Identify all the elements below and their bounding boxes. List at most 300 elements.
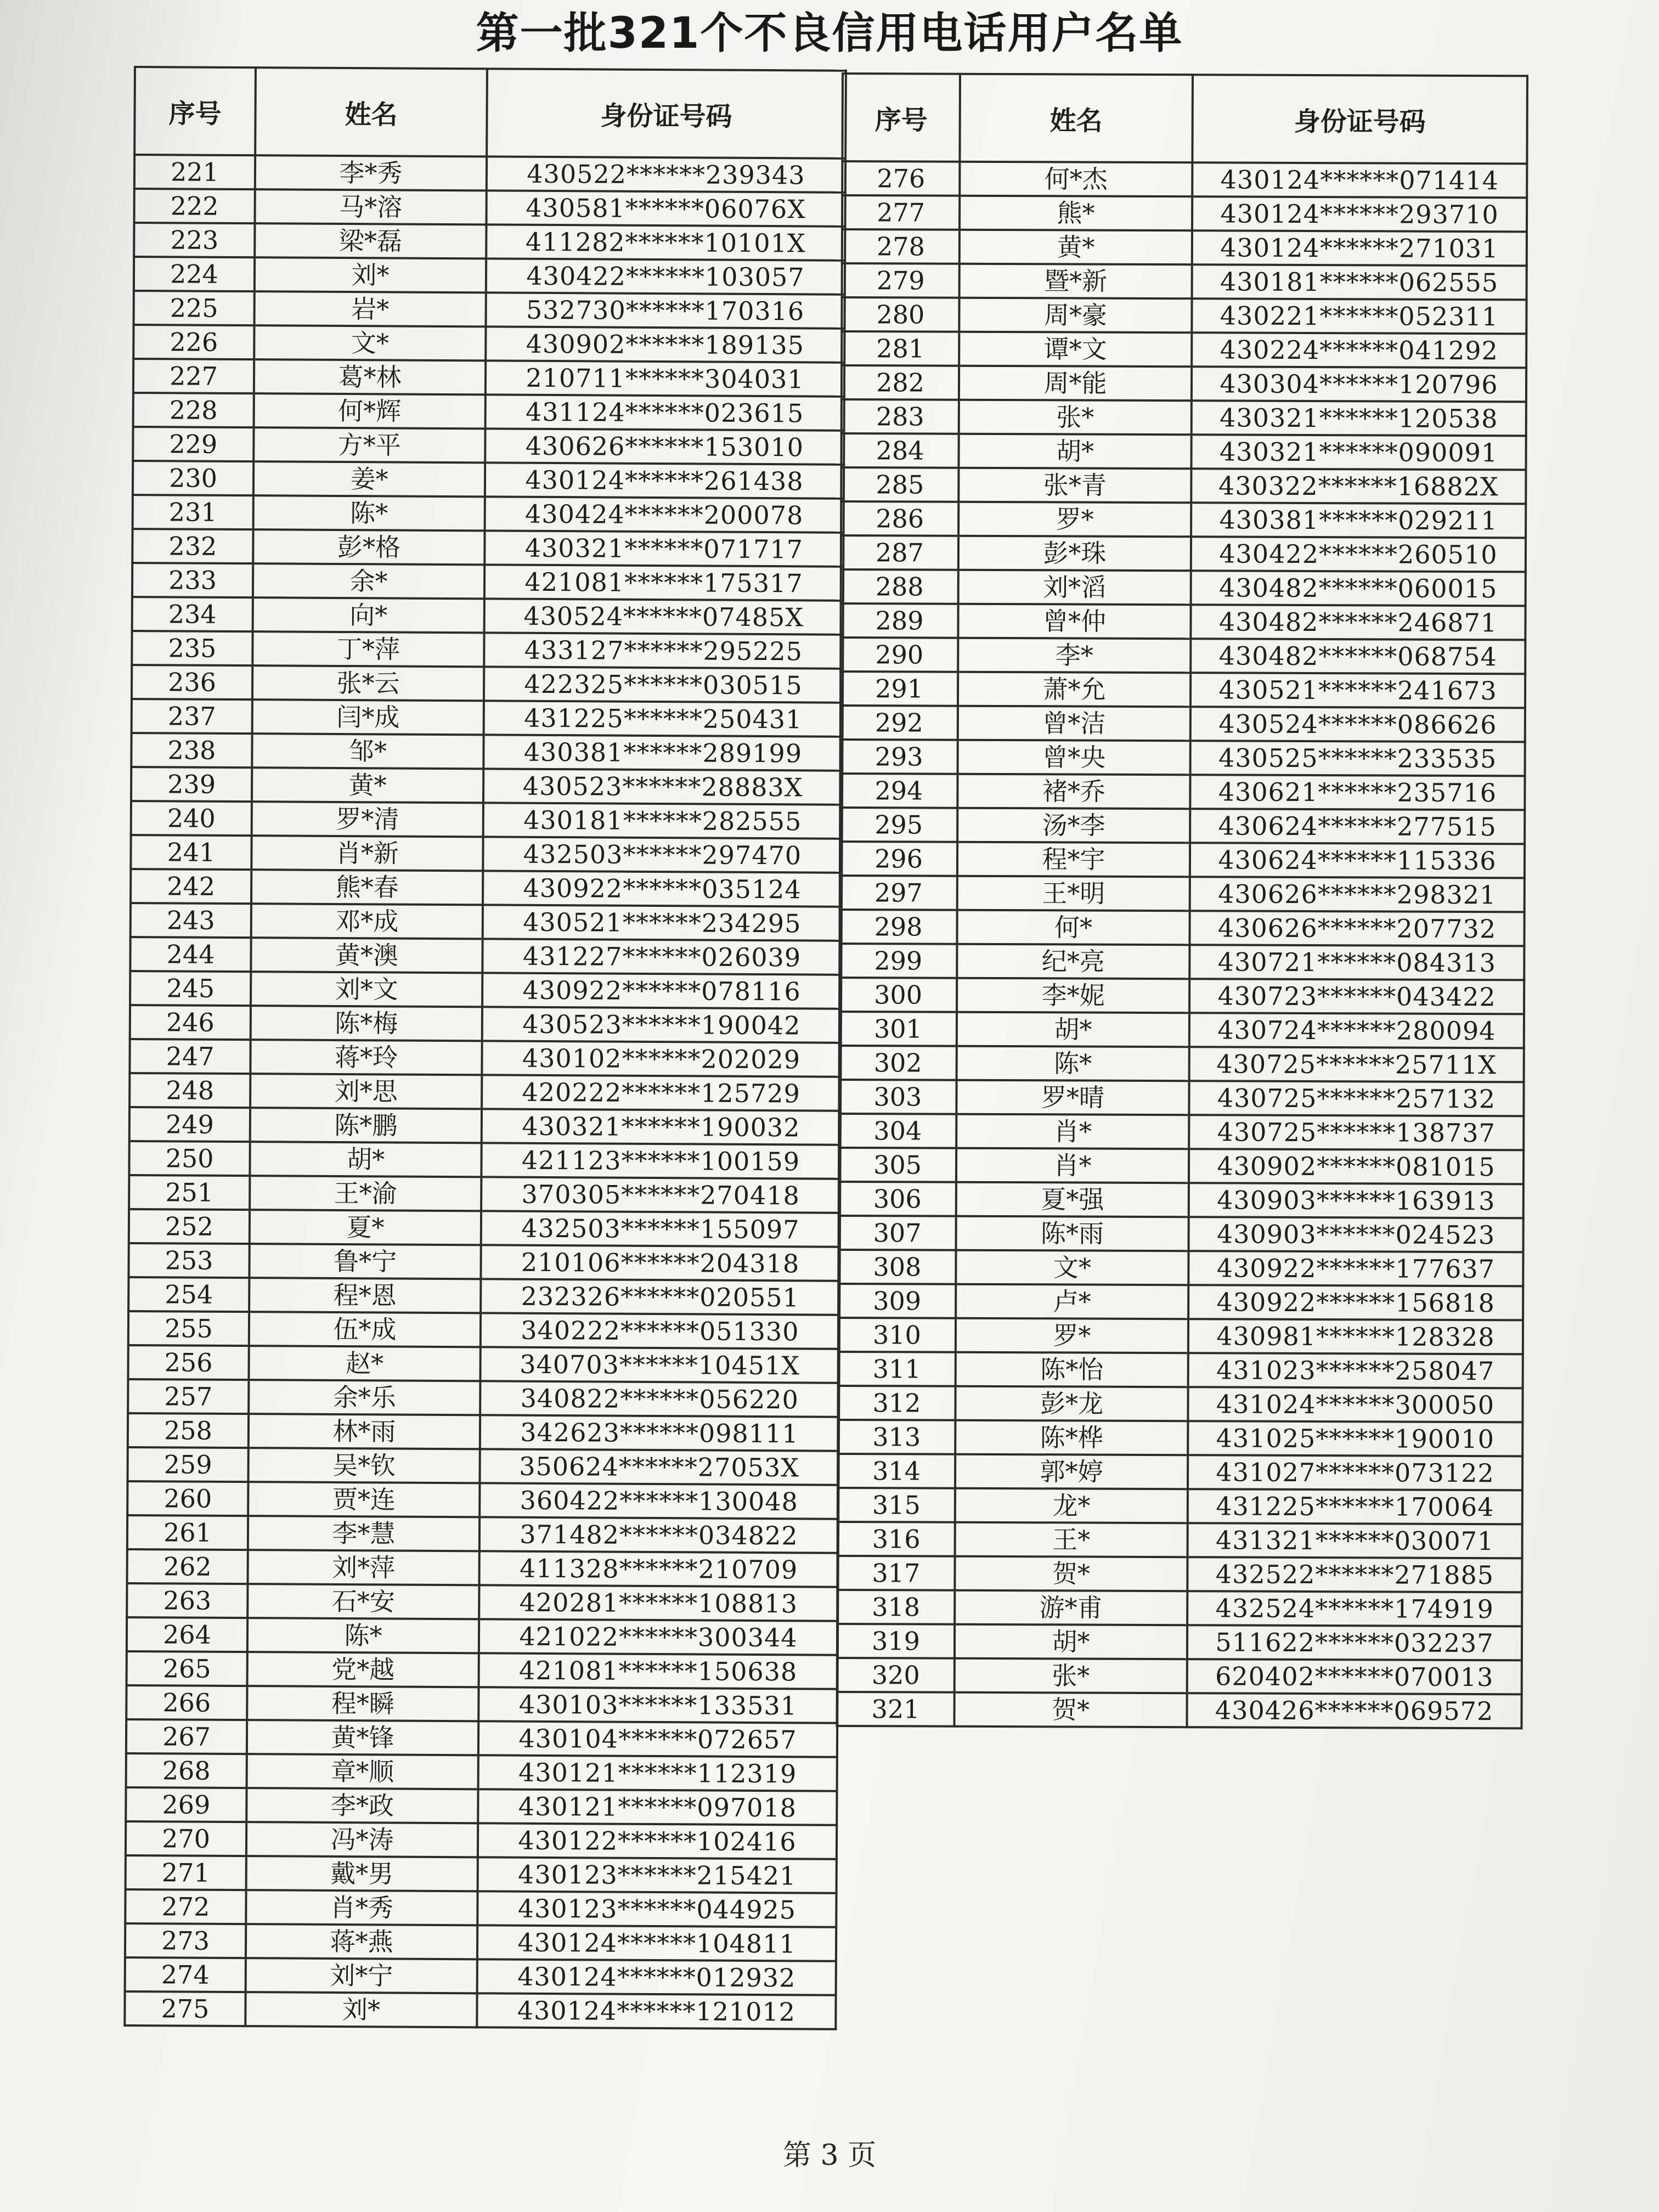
row-name: 萧*允 — [958, 672, 1190, 707]
table-row — [838, 1522, 1522, 1558]
row-id-number: 430922******078116 — [482, 973, 841, 1008]
table-row — [840, 808, 1525, 844]
row-name: 罗*晴 — [956, 1080, 1189, 1115]
row-id-number: 430724******280094 — [1189, 1013, 1524, 1048]
row-name: 王*渝 — [250, 1176, 481, 1211]
table-row — [131, 903, 842, 941]
table-row — [130, 937, 841, 975]
table-row — [129, 1039, 840, 1077]
row-id-number: 431124******023615 — [486, 394, 844, 430]
row-id-number: 430322******16882X — [1191, 469, 1526, 504]
table-row — [840, 603, 1525, 640]
row-serial: 252 — [129, 1209, 250, 1244]
row-id-number: 420281******108813 — [479, 1585, 838, 1621]
row-id-number: 620402******070013 — [1187, 1659, 1522, 1694]
table-row — [841, 535, 1526, 572]
row-id-number: 430121******097018 — [478, 1789, 837, 1825]
row-name: 彭*格 — [253, 529, 484, 565]
row-name: 肖*秀 — [246, 1890, 477, 1925]
row-id-number: 430102******202029 — [482, 1041, 840, 1076]
row-serial: 223 — [134, 223, 255, 257]
row-id-number: 340222******051330 — [481, 1313, 839, 1348]
table-row — [134, 189, 845, 227]
table-row — [841, 569, 1526, 606]
roster-table-left — [123, 66, 847, 2030]
row-name: 纪*亮 — [957, 944, 1189, 979]
row-serial: 236 — [132, 665, 252, 699]
row-serial: 249 — [129, 1107, 250, 1142]
row-name: 黄* — [252, 768, 483, 803]
row-serial: 316 — [838, 1522, 955, 1556]
row-id-number: 430725******138737 — [1189, 1115, 1523, 1150]
row-id-number: 430626******298321 — [1190, 877, 1525, 912]
row-id-number: 511622******032237 — [1187, 1625, 1522, 1660]
row-serial: 271 — [126, 1855, 246, 1890]
row-serial: 291 — [840, 672, 958, 706]
row-id-number: 350624******27053X — [479, 1449, 838, 1485]
row-name: 李*慧 — [248, 1516, 479, 1551]
row-name: 龙* — [955, 1488, 1188, 1523]
table-row — [840, 876, 1525, 912]
table-row — [129, 1175, 840, 1213]
row-serial: 225 — [134, 291, 255, 325]
table-row — [132, 631, 843, 669]
row-serial: 269 — [126, 1787, 246, 1822]
row-serial: 320 — [837, 1658, 955, 1692]
footer-suffix: 页 — [848, 2139, 877, 2172]
row-id-number: 430422******103057 — [486, 258, 845, 294]
row-name: 夏* — [250, 1210, 481, 1245]
table-row — [129, 1107, 840, 1145]
row-serial: 284 — [841, 433, 958, 468]
row-id-number: 430124******261438 — [485, 462, 844, 498]
row-id-number: 430482******068754 — [1190, 639, 1525, 674]
row-id-number: 430922******177637 — [1188, 1251, 1523, 1286]
table-row — [129, 1141, 840, 1179]
row-id-number: 432503******297470 — [483, 837, 842, 872]
row-id-number: 430902******081015 — [1189, 1149, 1523, 1184]
row-serial: 294 — [840, 774, 957, 808]
row-name: 岩* — [255, 291, 486, 326]
row-serial: 273 — [125, 1923, 246, 1958]
row-id-number: 431027******073122 — [1188, 1455, 1522, 1490]
table-row — [134, 223, 845, 261]
table-row — [130, 971, 841, 1009]
table-row — [133, 393, 844, 431]
row-serial: 277 — [842, 195, 960, 230]
row-name: 张*青 — [958, 468, 1191, 503]
row-name: 石*安 — [247, 1584, 479, 1619]
row-id-number: 430922******156818 — [1188, 1285, 1523, 1320]
row-id-number: 430523******190042 — [482, 1007, 841, 1042]
row-id-number: 430523******28883X — [483, 769, 842, 804]
table-row — [839, 1216, 1523, 1252]
row-name: 熊* — [960, 196, 1192, 230]
table-row — [837, 1556, 1522, 1592]
row-name: 何* — [957, 910, 1189, 945]
row-serial: 319 — [837, 1624, 955, 1658]
row-id-number: 432503******155097 — [481, 1211, 840, 1246]
table-row — [837, 1692, 1521, 1728]
row-id-number: 430426******069572 — [1187, 1693, 1521, 1728]
row-name: 文* — [956, 1250, 1188, 1285]
row-name: 贺* — [954, 1692, 1187, 1727]
table-row — [134, 155, 845, 193]
table-row — [131, 767, 842, 805]
table-row — [841, 501, 1526, 538]
row-serial: 262 — [127, 1549, 248, 1584]
header-name: 姓名 — [960, 74, 1193, 162]
row-id-number: 430624******115336 — [1190, 843, 1525, 878]
row-serial: 255 — [128, 1311, 249, 1346]
row-id-number: 210106******204318 — [481, 1245, 839, 1280]
row-name: 褚*乔 — [957, 774, 1190, 809]
row-serial: 295 — [840, 808, 957, 842]
row-name: 曾*洁 — [958, 706, 1190, 741]
row-name: 李*政 — [246, 1788, 478, 1823]
table-row — [840, 774, 1525, 810]
row-serial: 238 — [131, 733, 252, 768]
row-serial: 297 — [840, 876, 957, 910]
row-name: 闫*成 — [252, 699, 484, 735]
row-id-number: 430522******239343 — [487, 156, 845, 192]
row-id-number: 430521******234295 — [483, 905, 842, 940]
table-row — [842, 297, 1526, 334]
row-name: 胡* — [955, 1624, 1187, 1659]
row-name: 夏*强 — [956, 1182, 1189, 1217]
row-id-number: 430381******029211 — [1191, 503, 1526, 538]
row-serial: 261 — [127, 1515, 248, 1550]
row-id-number: 431225******170064 — [1188, 1489, 1522, 1524]
row-id-number: 430621******235716 — [1190, 775, 1525, 810]
row-serial: 314 — [838, 1454, 955, 1488]
row-id-number: 430482******246871 — [1190, 605, 1525, 640]
row-id-number: 431025******190010 — [1188, 1421, 1522, 1456]
row-id-number: 430124******293710 — [1192, 196, 1527, 232]
row-id-number: 431225******250431 — [484, 701, 843, 736]
row-serial: 263 — [127, 1583, 247, 1618]
table-row — [126, 1719, 837, 1757]
table-row — [126, 1855, 837, 1893]
row-name: 刘*萍 — [248, 1550, 479, 1585]
row-name: 葛*林 — [254, 359, 486, 394]
table-row — [128, 1243, 839, 1281]
table-row — [839, 1114, 1523, 1150]
table-row — [133, 495, 844, 533]
row-name: 曾*仲 — [958, 604, 1190, 639]
table-row — [125, 1991, 836, 2029]
row-name: 胡* — [957, 1012, 1189, 1047]
row-serial: 237 — [132, 699, 252, 733]
row-serial: 287 — [841, 535, 958, 570]
row-serial: 221 — [134, 155, 255, 189]
row-serial: 239 — [131, 767, 252, 802]
table-row — [125, 1957, 836, 1995]
row-name: 周*能 — [959, 366, 1192, 400]
table-row — [842, 161, 1527, 198]
row-serial: 276 — [842, 161, 960, 196]
row-serial: 299 — [839, 944, 957, 978]
row-id-number: 430224******041292 — [1192, 332, 1526, 368]
row-serial: 270 — [126, 1821, 246, 1856]
table-row — [128, 1379, 839, 1417]
row-serial: 227 — [133, 359, 254, 393]
table-row — [837, 1658, 1522, 1694]
row-name: 胡* — [958, 434, 1191, 469]
row-id-number: 342623******098111 — [480, 1415, 839, 1451]
row-name: 蒋*燕 — [246, 1924, 477, 1959]
table-row — [126, 1787, 837, 1825]
row-name: 刘*文 — [251, 972, 482, 1007]
row-serial: 292 — [840, 706, 958, 740]
table-row — [840, 637, 1525, 674]
row-serial: 248 — [129, 1073, 250, 1108]
row-serial: 307 — [839, 1216, 956, 1250]
table-row — [838, 1454, 1522, 1490]
row-name: 王* — [955, 1522, 1188, 1557]
row-id-number: 210711******304031 — [486, 360, 844, 396]
row-serial: 224 — [134, 257, 255, 291]
row-name: 林*雨 — [249, 1414, 480, 1449]
row-name: 汤*李 — [957, 808, 1190, 843]
row-name: 郭*婷 — [955, 1454, 1188, 1489]
table-row — [842, 195, 1527, 232]
roster-table-right — [836, 72, 1528, 1729]
row-serial: 243 — [131, 903, 251, 938]
row-id-number: 431024******300050 — [1188, 1387, 1522, 1422]
row-name: 王*明 — [957, 876, 1190, 911]
table-row — [842, 263, 1527, 300]
row-name: 姜* — [253, 461, 485, 496]
table-row — [840, 842, 1525, 878]
table-row — [132, 665, 843, 703]
table-row — [129, 1209, 840, 1247]
row-id-number: 430321******071717 — [484, 531, 843, 566]
row-id-number: 430903******024523 — [1189, 1217, 1523, 1252]
row-id-number: 430304******120796 — [1192, 366, 1526, 402]
row-serial: 260 — [127, 1481, 248, 1516]
table-row — [130, 1005, 841, 1043]
row-serial: 298 — [839, 910, 957, 944]
row-serial: 293 — [840, 740, 958, 774]
row-serial: 306 — [839, 1182, 956, 1216]
row-name: 陈* — [247, 1618, 479, 1653]
row-name: 陈* — [253, 495, 485, 531]
row-id-number: 430123******215421 — [478, 1857, 837, 1893]
row-id-number: 430626******207732 — [1189, 911, 1524, 946]
table-row — [125, 1923, 836, 1961]
row-id-number: 411282******10101X — [486, 224, 845, 260]
row-name: 熊*春 — [251, 870, 483, 905]
row-name: 程*宇 — [957, 842, 1190, 877]
row-serial: 246 — [130, 1005, 251, 1040]
row-name: 李*秀 — [255, 155, 487, 190]
row-serial: 266 — [126, 1685, 247, 1720]
row-name: 贾*连 — [248, 1482, 479, 1517]
row-serial: 259 — [127, 1447, 248, 1482]
row-name: 李* — [958, 638, 1190, 673]
page-title: 第一批321个不良信用电话用户名单 — [476, 9, 1183, 58]
row-id-number: 430122******102416 — [478, 1823, 837, 1859]
row-serial: 274 — [125, 1957, 246, 1992]
table-row — [127, 1549, 838, 1587]
row-serial: 230 — [133, 461, 253, 495]
row-serial: 305 — [839, 1148, 956, 1182]
header-id-number: 身份证号码 — [487, 69, 846, 158]
table-row — [842, 331, 1526, 368]
row-serial: 247 — [129, 1039, 250, 1074]
row-serial: 286 — [841, 501, 958, 536]
table-row — [842, 365, 1526, 402]
table-row — [839, 944, 1524, 980]
table-row — [126, 1821, 837, 1859]
row-name: 方*平 — [253, 427, 485, 462]
row-id-number: 430624******277515 — [1190, 809, 1525, 844]
row-serial: 285 — [841, 467, 958, 502]
row-serial: 318 — [837, 1590, 955, 1624]
table-row — [841, 467, 1526, 504]
table-row — [128, 1277, 839, 1315]
row-id-number: 430321******090091 — [1191, 435, 1526, 470]
row-serial: 280 — [842, 297, 959, 332]
row-id-number: 430124******012932 — [477, 1959, 836, 1995]
table-row — [839, 1182, 1523, 1218]
row-serial: 289 — [840, 603, 958, 638]
table-row — [133, 427, 844, 465]
row-id-number: 430381******289199 — [483, 735, 842, 770]
table-row — [839, 1080, 1523, 1116]
table-row — [838, 1420, 1522, 1456]
table-row — [126, 1753, 837, 1791]
row-id-number: 431321******030071 — [1188, 1523, 1522, 1558]
row-serial: 282 — [842, 365, 959, 400]
table-row — [132, 699, 843, 737]
table-row — [127, 1447, 838, 1485]
table-row — [841, 433, 1526, 470]
row-serial: 272 — [125, 1889, 246, 1924]
row-id-number: 430903******163913 — [1189, 1183, 1523, 1218]
row-name: 余*乐 — [249, 1380, 480, 1415]
table-row — [129, 1073, 840, 1111]
row-serial: 226 — [133, 325, 254, 359]
row-name: 刘* — [245, 1992, 477, 2027]
row-name: 文* — [254, 325, 486, 360]
row-serial: 231 — [133, 495, 253, 529]
row-serial: 312 — [838, 1386, 955, 1420]
table-row — [132, 597, 843, 635]
row-name: 戴*男 — [246, 1856, 478, 1891]
row-serial: 258 — [128, 1413, 249, 1448]
row-serial: 245 — [130, 971, 251, 1006]
row-name: 周*豪 — [959, 298, 1192, 332]
table-row — [133, 461, 844, 499]
row-id-number: 430424******200078 — [485, 496, 844, 532]
row-name: 丁*萍 — [252, 631, 484, 667]
row-name: 赵* — [249, 1346, 480, 1381]
row-id-number: 430524******086626 — [1190, 707, 1525, 742]
row-serial: 254 — [128, 1277, 249, 1312]
row-serial: 222 — [134, 189, 255, 223]
row-name: 向* — [253, 597, 484, 633]
row-id-number: 430123******044925 — [477, 1891, 836, 1927]
row-id-number: 421022******300344 — [479, 1619, 838, 1655]
table-row — [838, 1284, 1523, 1320]
table-row — [837, 1590, 1522, 1626]
row-serial: 313 — [838, 1420, 955, 1454]
page-footer — [0, 2132, 1659, 2173]
row-name: 彭*龙 — [955, 1386, 1188, 1421]
row-name: 张*云 — [252, 665, 484, 701]
row-name: 罗* — [956, 1318, 1188, 1353]
row-id-number: 370305******270418 — [481, 1177, 840, 1212]
row-name: 章*顺 — [247, 1754, 478, 1789]
row-name: 吴*钦 — [248, 1448, 479, 1483]
row-serial: 242 — [131, 869, 251, 904]
table-row — [127, 1481, 838, 1519]
table-row — [132, 563, 843, 601]
row-id-number: 430321******190032 — [482, 1109, 840, 1144]
row-serial: 228 — [133, 393, 254, 427]
row-name: 陈*桦 — [955, 1420, 1188, 1455]
table-row — [133, 325, 844, 363]
row-name: 陈*鹏 — [250, 1108, 482, 1143]
table-row — [839, 1012, 1524, 1048]
row-name: 刘*宁 — [246, 1958, 477, 1993]
row-serial: 304 — [839, 1114, 956, 1148]
header-serial: 序号 — [842, 74, 960, 162]
row-serial: 229 — [133, 427, 253, 461]
row-serial: 321 — [837, 1692, 954, 1726]
table-row — [131, 869, 842, 907]
row-id-number: 430482******060015 — [1191, 571, 1526, 606]
header-serial: 序号 — [134, 67, 256, 155]
row-id-number: 430721******084313 — [1189, 945, 1524, 980]
row-serial: 296 — [840, 842, 957, 876]
row-serial: 264 — [127, 1617, 247, 1652]
table-row — [839, 910, 1524, 946]
row-id-number: 430922******035124 — [483, 871, 842, 906]
row-name: 暨*新 — [960, 264, 1192, 298]
table-row — [127, 1617, 838, 1655]
row-serial: 281 — [842, 331, 959, 366]
row-name: 罗* — [958, 502, 1191, 537]
row-name: 陈* — [957, 1046, 1189, 1081]
row-name: 彭*珠 — [958, 536, 1191, 571]
row-id-number: 430124******121012 — [477, 1993, 836, 2029]
table-row — [134, 291, 845, 329]
table-row — [131, 733, 842, 771]
table-row — [842, 399, 1526, 436]
row-id-number: 430181******062555 — [1192, 264, 1527, 300]
row-serial: 311 — [838, 1352, 956, 1386]
row-name: 刘*思 — [250, 1074, 482, 1109]
header-id-number: 身份证号码 — [1192, 75, 1527, 163]
table-row — [838, 1318, 1523, 1354]
row-serial: 234 — [132, 597, 253, 631]
table-row — [838, 1352, 1523, 1388]
row-name: 蒋*玲 — [250, 1040, 482, 1075]
table-row — [132, 529, 843, 567]
row-serial: 240 — [131, 801, 252, 836]
row-name: 陈*梅 — [251, 1006, 482, 1041]
table-row — [840, 706, 1525, 742]
row-id-number: 432524******174919 — [1187, 1591, 1522, 1626]
table-row — [126, 1685, 837, 1723]
table-row — [842, 229, 1527, 266]
row-name: 余* — [253, 563, 484, 599]
row-serial: 310 — [838, 1318, 956, 1352]
row-serial: 232 — [132, 529, 253, 563]
